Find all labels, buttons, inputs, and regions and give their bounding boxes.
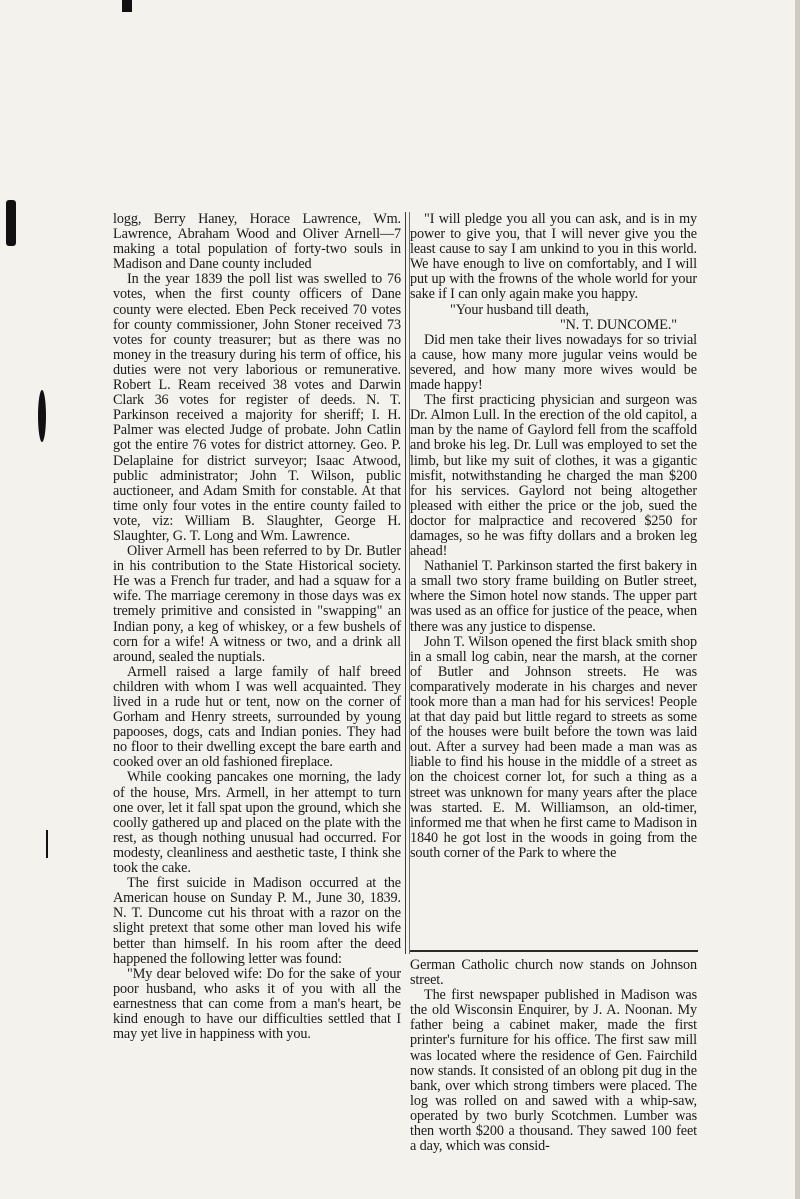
- right-column: [410, 212, 697, 861]
- paragraph: Nathaniel T. Parkinson started the first bakery in a small two story frame building on Butler street, where the Simon hotel now stands. The upper part was used as an office for justice of the peace, when there was any justice to dispense.: [410, 558, 697, 635]
- margin-ink-mark: [38, 390, 46, 442]
- paragraph: Oliver Armell has been referred to by Dr. Butler in his contribution to the State Historical society. He was a French fur trader, and had a squaw for a wife. The marriage ceremony in those days was ex tremely primitive and consisted in "swapping" an Indian pony, a keg of whiskey, or a few bushels of corn for a wife! A witness or two, and a drink all around, sealed the nuptials.: [113, 543, 401, 665]
- letter-signature: "N. T. DUNCOME.": [559, 316, 677, 333]
- paragraph: German Catholic church now stands on Johnson street.: [410, 957, 697, 989]
- page-edge: [795, 0, 800, 1199]
- right-column-continued: [410, 958, 697, 1154]
- paragraph: Armell raised a large family of half breed children with whom I was well acquainted. They lived in a rude hut or tent, now on the corner of Gorham and Henry streets, surrounded by young papooses, dogs, cats and Indian ponies. They had no floor to their dwelling except the bare earth and cooked over an old fashioned fireplace.: [113, 663, 401, 771]
- column-divider: [405, 212, 406, 954]
- paragraph: "I will pledge you all you can ask, and is in my power to give you, that I will never give you the least cause to say I am unkind to you in this world. We have enough to live on comfortably, and I will put up with the frowns of the whole world for your sake if I can only again make you happy.: [410, 211, 697, 303]
- paragraph: The first suicide in Madison occurred at the American house on Sunday P. M., June 30, 1839. N. T. Duncome cut his throat with a razor on the slight pretext that some other man loved his wife better than himself. In his room after the deed happened the following letter was found:: [113, 875, 401, 967]
- margin-ink-mark: [122, 0, 132, 12]
- paragraph: logg, Berry Haney, Horace Lawrence, Wm. Lawrence, Abraham Wood and Oliver Arnell—7 making a total population of forty-two souls in Madison and Dane county included: [113, 211, 401, 273]
- section-rule: [410, 950, 698, 952]
- left-column: [113, 212, 401, 1042]
- margin-ink-mark: [6, 200, 16, 246]
- paragraph: Did men take their lives nowadays for so trivial a cause, how many more jugular veins would be severed, and how many more wives would be made happy!: [410, 331, 697, 394]
- paragraph: John T. Wilson opened the first black smith shop in a small log cabin, near the marsh, at the corner of Butler and Johnson streets. He was comparatively moderate in his charges and never took more than a man had for his services! People at that day paid but little regard to streets as some of the houses were built before the town was laid out. After a survey had been made a man was as liable to find his house in the middle of a street as on the choicest corner lot, for such a thing as a street was unknown for many years after the place was started. E. M. Williamson, an old-timer, informed me that when he first came to Madison in 1840 he got lost in the woods in going from the south corner of the Park to where the: [410, 633, 697, 861]
- paragraph: "My dear beloved wife: Do for the sake of your poor husband, who asks it of you with all the earnestness that can come from a man's heart, be kind enough to have our difficulties settled that I may yet live in happiness with you.: [113, 965, 401, 1043]
- paragraph: While cooking pancakes one morning, the lady of the house, Mrs. Armell, in her attempt to turn one over, let it fall spat upon the ground, which she coolly gathered up and placed on the plate with the rest, as though nothing unusual had occurred. For modesty, cleanliness and aesthetic taste, I think she took the cake.: [113, 769, 401, 877]
- letter-closing: "Your husband till death,: [450, 301, 589, 318]
- paragraph: The first practicing physician and surgeon was Dr. Almon Lull. In the erection of the old capitol, a man by the name of Gaylord fell from the scaffold and broke his leg. Dr. Lull was employed to set the limb, but like my suit of clothes, it was a gigantic misfit, notwithstanding he charged the man $200 for his services. Gaylord not being altogether pleased with either the price or the job, sued the doctor for malpractice and recovered $250 for damages, so he was fifty dollars and a broken leg ahead!: [410, 392, 697, 560]
- paragraph: In the year 1839 the poll list was swelled to 76 votes, when the first county officers of Dane county were elected. Eben Peck received 70 votes for county commissioner, John Stoner received 73 votes for county treasurer; but as there was no money in the treasury during his term of office, his duties were not very laborious or remunerative. Robert L. Ream received 38 votes and Darwin Clark 36 votes for register of deeds. N. T. Parkinson received a majority for sheriff; I. H. Palmer was elected Judge of probate. John Catlin got the entire 76 votes for district attorney. Geo. P. Delaplaine for district surveyor; Isaac Atwood, public administrator; John T. Wilson, public auctioneer, and Adam Smith for constable. At that time only four votes in the entire county failed to vote, viz: William B. Slaughter, George H. Slaughter, G. T. Long and Wm. Lawrence.: [113, 271, 401, 544]
- paragraph: The first newspaper published in Madison was the old Wisconsin Enquirer, by J. A. Noonan. My father being a cabinet maker, made the first printer's furniture for his office. The first saw mill was located where the residence of Gen. Fairchild now stands. It consisted of an oblong pit dug in the bank, over which strong timbers were placed. The log was rolled on and sawed with a whip-saw, operated by two burly Scotchmen. Lumber was then worth $200 a thousand. They sawed 100 feet a day, which was consid-: [410, 987, 697, 1155]
- margin-ink-mark: [46, 830, 48, 858]
